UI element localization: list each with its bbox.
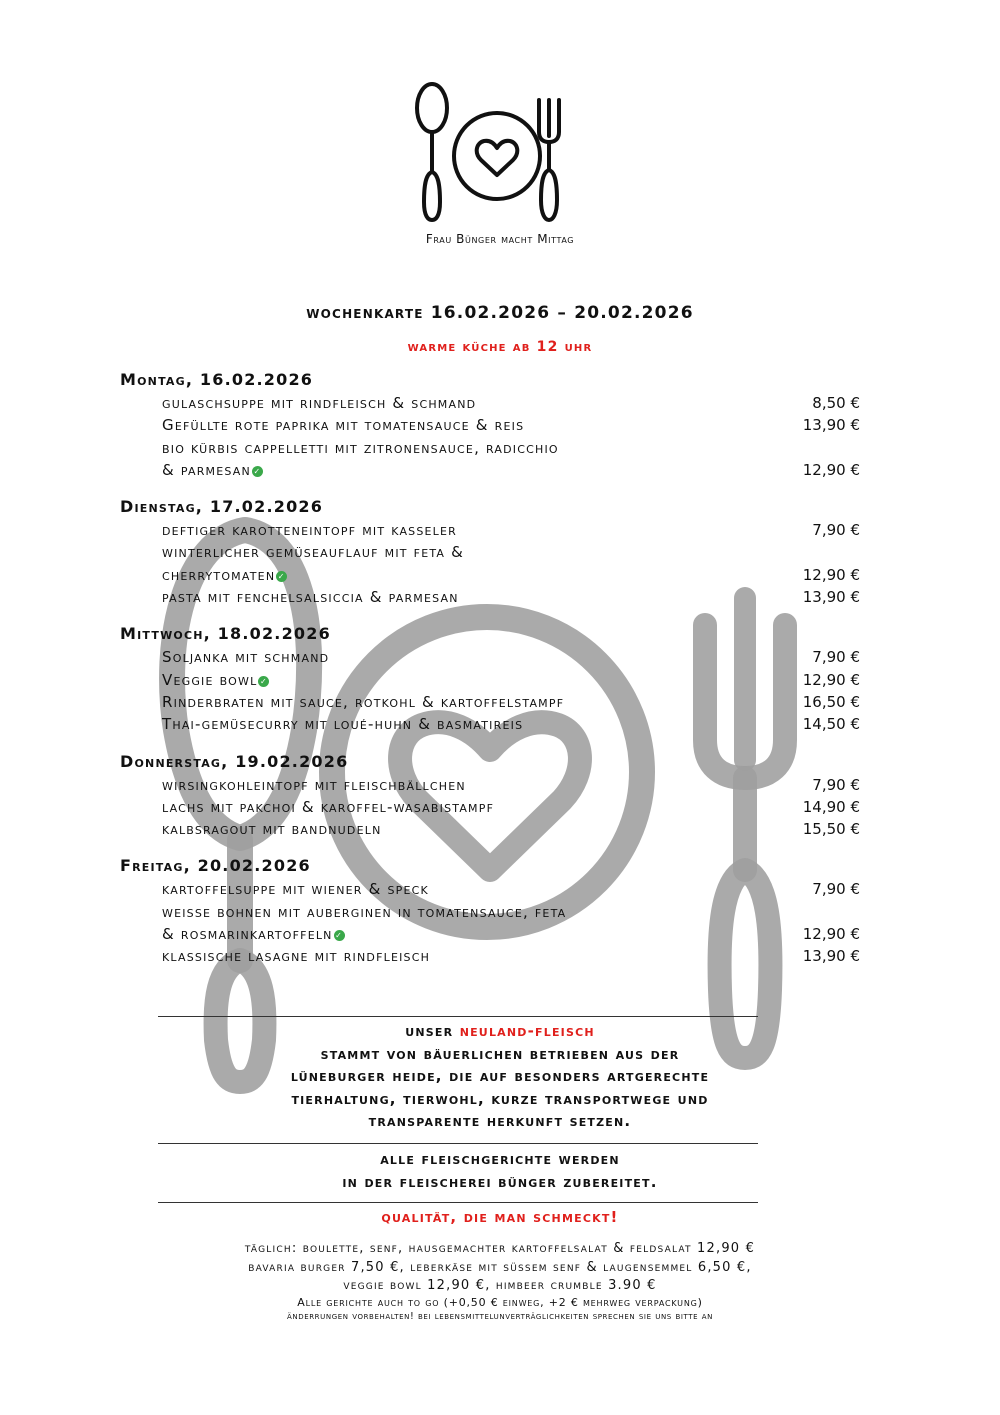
- menu-item: [162, 392, 860, 414]
- dish-price: 7,90 €: [812, 521, 860, 540]
- dish-price: 7,90 €: [812, 880, 860, 899]
- dish-name: lachs mit pakchoi & karoffel-wasabistampf: [162, 797, 495, 816]
- day-section: [120, 368, 860, 481]
- day-heading: Freitag, 20.02.2026: [120, 856, 311, 876]
- menu-item: [162, 437, 860, 482]
- dish-name: wirsingkohleintopf mit fleischbällchen: [162, 775, 466, 794]
- day-section: [120, 854, 860, 967]
- day-heading: Mittwoch, 18.02.2026: [120, 624, 331, 644]
- day-heading: Dienstag, 17.02.2026: [120, 497, 324, 517]
- logo-icon: [400, 80, 600, 230]
- fleischerei-line: in der fleischerei bünger zubereitet.: [342, 1173, 658, 1191]
- dish-name: deftiger karotteneintopf mit kasseler: [162, 521, 458, 540]
- dish-price: 7,90 €: [812, 775, 860, 794]
- page-title: wochenkarte 16.02.2026 – 20.02.2026: [306, 303, 694, 323]
- dish-name: gulaschsuppe mit rindfleisch & schmand: [162, 394, 477, 412]
- veggie-icon: ✓: [277, 571, 286, 581]
- dish-price: 13,90 €: [802, 416, 860, 435]
- dish-name: Rinderbraten mit sauce, rotkohl & kartoffelstampf: [162, 692, 565, 711]
- to-go-note: Alle gerichte auch to go (+0,50 € einweg, +2 € mehrweg verpackung): [297, 1296, 703, 1309]
- dish-name: kartoffelsuppe mit wiener & speck: [162, 880, 429, 899]
- menu-item: [162, 901, 860, 946]
- dish-name: Soljanka mit schmand: [162, 648, 330, 667]
- dish-price: 16,50 €: [802, 692, 860, 711]
- dish-price: 12,90 €: [802, 460, 860, 479]
- dish-name: bio kürbis cappelletti mit zitronensauce, radicchio & parmesan ✓: [162, 438, 559, 479]
- dish-price: 12,90 €: [802, 565, 860, 584]
- neuland-heading: unser neuland-fleisch: [405, 1022, 595, 1040]
- dish-name: Gefüllte rote paprika mit tomatensauce & reis: [162, 416, 525, 435]
- menu-item: [162, 586, 860, 608]
- day-section: [120, 750, 860, 841]
- divider: [158, 1143, 758, 1144]
- dish-name: pasta mit fenchelsalsiccia & parmesan: [162, 588, 459, 607]
- slogan: qualität, die man schmeckt!: [381, 1208, 619, 1226]
- daily-offer-line: veggie bowl 12,90 €, himbeer crumble 3.90 €: [343, 1278, 657, 1293]
- neuland-text-line: stammt von bäuerlichen betrieben aus der: [320, 1044, 680, 1063]
- menu-item: [162, 691, 860, 713]
- dish-price: 14,90 €: [802, 797, 860, 816]
- dish-name: kalbsragout mit bandnudeln: [162, 820, 382, 839]
- dish-price: 12,90 €: [802, 670, 860, 689]
- dish-price: 13,90 €: [802, 588, 860, 607]
- dish-price: 12,90 €: [802, 925, 860, 944]
- weekly-menu: [120, 368, 860, 982]
- veggie-icon: ✓: [260, 676, 268, 686]
- menu-item: [162, 713, 860, 735]
- veggie-icon: ✓: [253, 466, 262, 476]
- disclaimer: änderrungen vorbehalten! bei lebensmittelunverträglichkeiten sprechen sie uns bitte an: [286, 1311, 714, 1322]
- neuland-info: [130, 1020, 870, 1133]
- day-section: [120, 495, 860, 608]
- menu-item: [162, 669, 860, 691]
- daily-offer-line: bavaria burger 7,50 €, leberkäse mit süssem senf & laugensemmel 6,50 €,: [248, 1259, 752, 1275]
- dish-price: 8,50 €: [812, 394, 860, 412]
- page-subtitle: warme küche ab 12 uhr: [407, 339, 593, 355]
- menu-item: [162, 878, 860, 900]
- menu-item: [162, 818, 860, 840]
- menu-item: [162, 646, 860, 668]
- dish-name: Thai-gemüsecurry mit loué-huhn & basmatireis: [162, 715, 524, 734]
- divider: [158, 1202, 758, 1203]
- daily-offers: [0, 1240, 1000, 1296]
- menu-item: [162, 541, 860, 586]
- neuland-text-line: lüneburger heide, die auf besonders artgerechte: [290, 1067, 710, 1085]
- dish-price: 13,90 €: [802, 947, 860, 966]
- dish-name: Veggie bowl ✓: [162, 670, 268, 689]
- day-heading: Montag, 16.02.2026: [120, 370, 314, 389]
- dish-name: klassische lasagne mit rindfleisch: [162, 947, 431, 966]
- veggie-icon: ✓: [335, 931, 344, 941]
- menu-item: [162, 945, 860, 967]
- dish-price: 14,50 €: [802, 715, 860, 734]
- daily-offer-line: täglich: boulette, senf, hausgemachter kartoffelsalat & feldsalat 12,90 €: [244, 1241, 756, 1256]
- dish-price: 7,90 €: [812, 648, 860, 667]
- fleischerei-line: alle fleischgerichte werden: [380, 1150, 620, 1168]
- brand-name: Frau Bünger macht Mittag: [425, 232, 575, 246]
- day-heading: Donnerstag, 19.02.2026: [120, 751, 349, 771]
- divider: [158, 1016, 758, 1017]
- menu-item: [162, 796, 860, 818]
- dish-price: 15,50 €: [802, 820, 860, 839]
- menu-item: [162, 519, 860, 541]
- dish-name: weisse bohnen mit auberginen in tomatensauce, feta & rosmarinkartoffeln ✓: [162, 902, 567, 944]
- neuland-text-line: tierhaltung, tierwohl, kurze transportwege und: [291, 1089, 709, 1108]
- menu-item: [162, 414, 860, 436]
- day-section: [120, 622, 860, 735]
- fleischerei-info: [130, 1148, 870, 1194]
- dish-name: winterlicher gemüseauflauf mit feta & cherrytomaten ✓: [162, 543, 465, 584]
- menu-item: [162, 774, 860, 796]
- neuland-text-line: transparente herkunft setzen.: [368, 1112, 632, 1130]
